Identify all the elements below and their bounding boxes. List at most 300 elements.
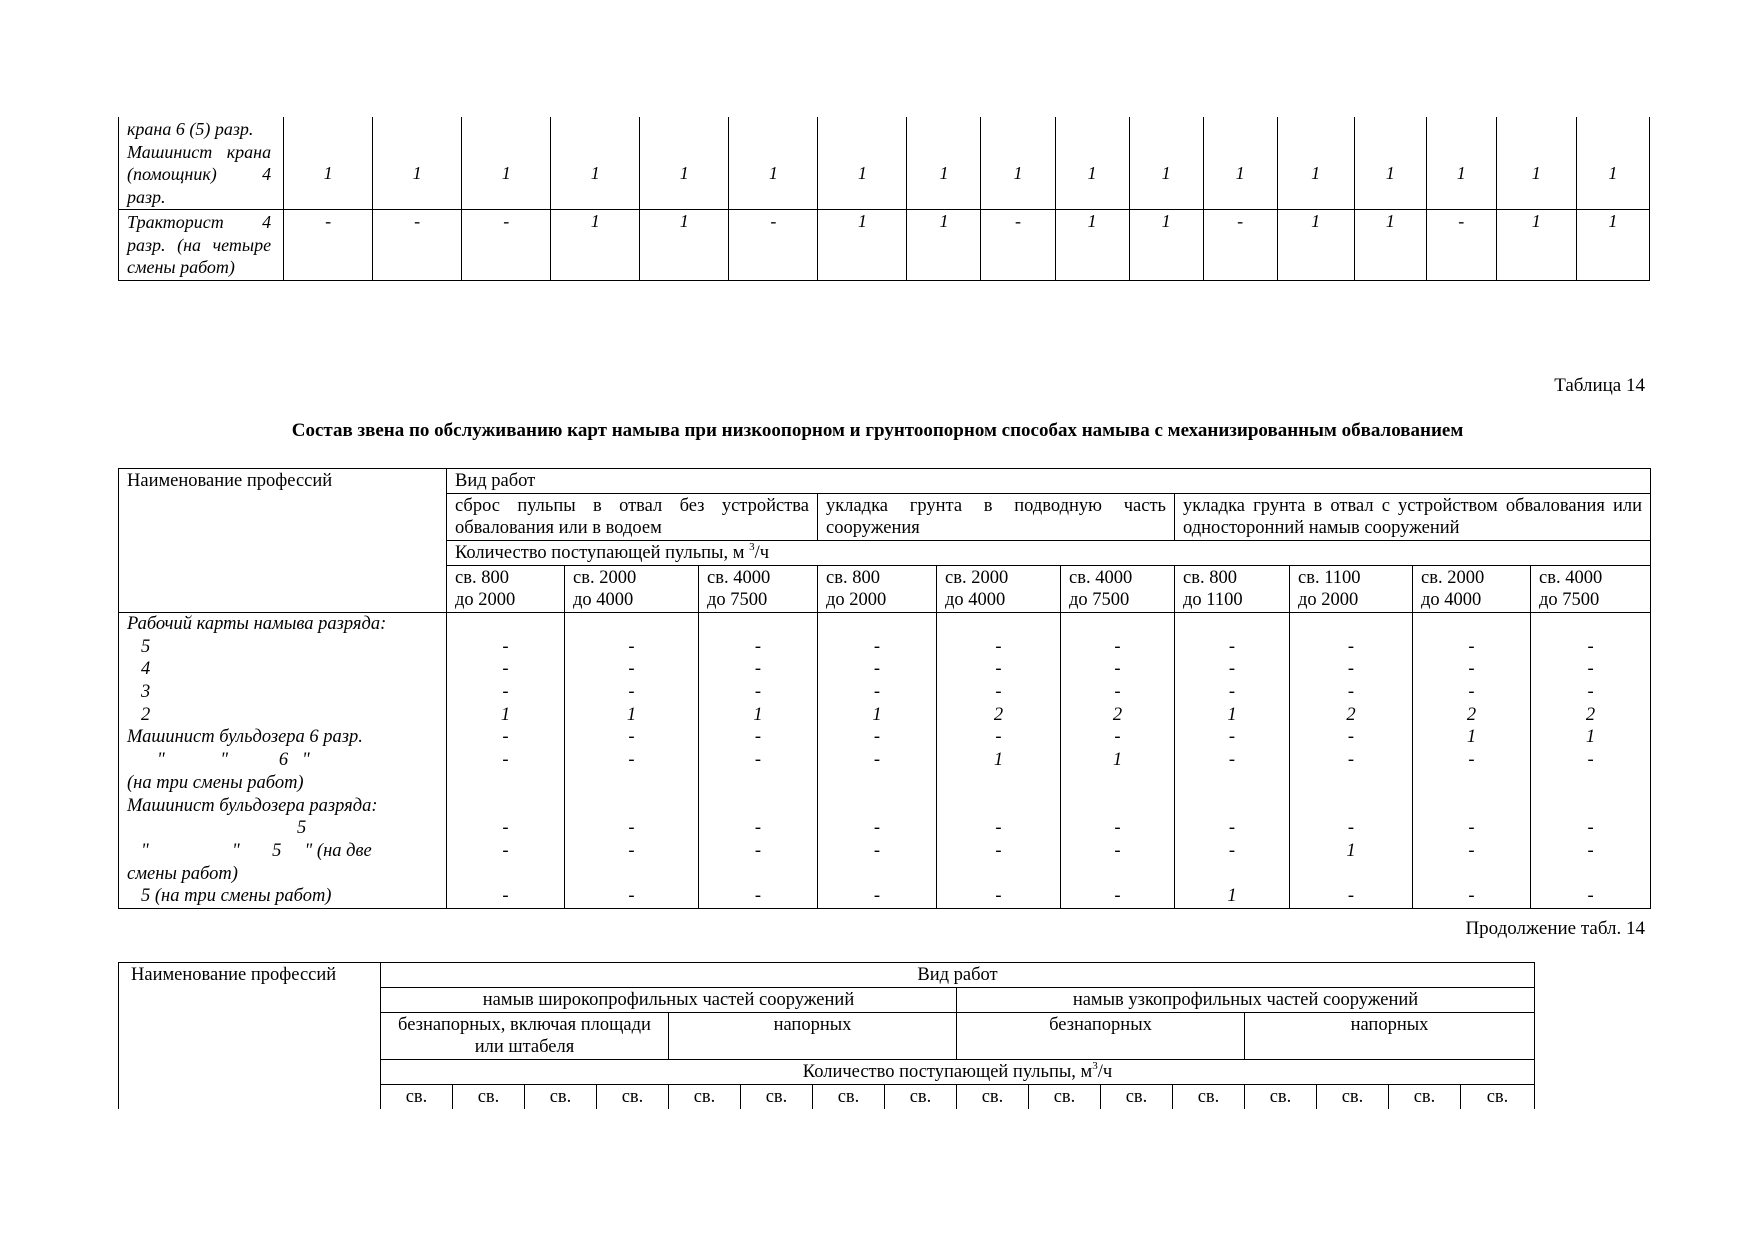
range-header: св.	[813, 1085, 885, 1110]
cell-value: -	[628, 750, 635, 771]
range-to: до 2000	[826, 590, 887, 610]
cell-value	[447, 863, 564, 886]
profession-list	[119, 613, 447, 909]
cell-value: 1	[857, 163, 867, 183]
cell-value: -	[754, 818, 762, 839]
cell-value: -	[502, 682, 509, 703]
pulp-label: Количество поступающей пульпы, м	[455, 543, 745, 563]
cell-value: -	[1468, 682, 1475, 703]
row-label: Рабочий карты намыва разряда:	[127, 614, 387, 634]
cell-value: 1	[590, 211, 600, 231]
cell-value: -	[873, 636, 881, 657]
range-to: до 1100	[1183, 590, 1243, 610]
range-header	[1175, 566, 1290, 613]
cell-text: крана 6 (5) разр.	[127, 119, 254, 139]
group-header: намыв узкопрофильных частей сооружений	[957, 988, 1535, 1013]
value-cell	[1277, 117, 1354, 210]
value-cell	[1576, 210, 1649, 281]
cell-value	[1290, 772, 1412, 795]
cell-value: -	[628, 886, 635, 907]
cell-value	[937, 613, 1060, 636]
cell-value: 1	[626, 704, 637, 725]
row-label: 3	[141, 682, 151, 703]
cell-value: -	[1347, 682, 1355, 703]
cell-value: 1	[1346, 840, 1356, 861]
cell-value	[1061, 772, 1174, 795]
cell-value: -	[754, 750, 762, 771]
cell-value: -	[1587, 886, 1594, 907]
range-header: св.	[1173, 1085, 1245, 1110]
cell-value: -	[995, 727, 1002, 748]
cell-value: -	[628, 727, 635, 748]
cell-value: 1	[590, 163, 600, 183]
value-cell	[1129, 117, 1203, 210]
cell-value: 1	[872, 704, 882, 725]
cell-value: -	[1228, 818, 1236, 839]
cell-text: Машинист крана (помощник) 4 разр.	[127, 141, 272, 207]
cell-value	[565, 772, 698, 795]
value-column	[699, 613, 818, 909]
range-to: до 7500	[1539, 590, 1600, 610]
cell-value: -	[1587, 840, 1594, 861]
cell-value: -	[1114, 818, 1121, 839]
table-row	[119, 117, 1650, 210]
cell-value: -	[1114, 840, 1121, 861]
header-work: Вид работ	[447, 469, 1651, 494]
cell-value: -	[1468, 636, 1475, 657]
value-column	[1413, 613, 1531, 909]
cell-value: -	[628, 682, 635, 703]
range-header: св.	[381, 1085, 453, 1110]
value-cell	[1496, 210, 1576, 281]
cell-value	[1061, 795, 1174, 818]
range-header: св.	[525, 1085, 597, 1110]
cell-value: -	[1468, 818, 1475, 839]
cell-value: -	[1468, 886, 1475, 907]
row-label: 5	[141, 636, 151, 657]
cell-value	[699, 863, 817, 886]
cell-value	[1413, 772, 1530, 795]
value-cell	[1055, 210, 1129, 281]
cell-value	[1531, 795, 1650, 818]
cell-value: -	[1114, 727, 1121, 748]
value-cell	[1354, 210, 1426, 281]
cell-value: 1	[1466, 727, 1477, 748]
cell-value: 1	[993, 750, 1004, 771]
cell-value: -	[1347, 818, 1355, 839]
range-to: до 2000	[1298, 590, 1359, 610]
cell-value	[565, 613, 698, 636]
value-column	[1531, 613, 1651, 909]
cell-value: -	[754, 886, 762, 907]
value-cell	[1055, 117, 1129, 210]
cell-value: -	[995, 682, 1002, 703]
cell-value: -	[502, 818, 509, 839]
value-cell	[1496, 117, 1576, 210]
cell-value: -	[1237, 211, 1244, 231]
cell-value: -	[873, 818, 881, 839]
value-cell	[981, 117, 1055, 210]
cell-value: -	[502, 840, 509, 861]
range-from: св. 2000	[945, 568, 1009, 588]
pulp-label: Количество поступающей пульпы, м	[802, 1062, 1093, 1082]
cell-value: -	[502, 659, 509, 680]
group-header: укладка грунта в отвал с устройством обвалования или односторонний намыв сооружений	[1175, 494, 1651, 541]
cell-value: -	[1228, 750, 1236, 771]
cell-value	[1531, 863, 1650, 886]
cell-value	[699, 795, 817, 818]
range-header: св.	[1101, 1085, 1173, 1110]
range-header	[1413, 566, 1531, 613]
value-cell	[640, 210, 729, 281]
range-from: св. 800	[1183, 568, 1237, 588]
cell-value: 1	[1227, 886, 1237, 907]
cell-value: -	[1347, 750, 1355, 771]
pulp-sup: 3	[749, 541, 755, 553]
row-label: (на три смены работ)	[127, 772, 304, 793]
value-cell	[1576, 117, 1649, 210]
cell-value: -	[1228, 727, 1236, 748]
cell-value: -	[1228, 659, 1236, 680]
range-header	[1061, 566, 1175, 613]
cell-value: -	[1468, 659, 1475, 680]
cell-value: 1	[939, 211, 949, 231]
cell-value: 1	[1013, 163, 1023, 183]
range-header	[937, 566, 1061, 613]
cell-value: 1	[1385, 163, 1395, 183]
cell-value: -	[628, 636, 635, 657]
cell-value	[1413, 795, 1530, 818]
cell-value: 1	[412, 163, 422, 183]
cell-value: 1	[1087, 211, 1097, 231]
cell-value: 2	[1112, 704, 1123, 725]
cell-value: -	[873, 886, 881, 907]
table-row	[119, 210, 1650, 281]
cell-value	[1531, 772, 1650, 795]
value-cell	[462, 117, 551, 210]
cell-value: 1	[679, 211, 689, 231]
value-column	[1175, 613, 1290, 909]
value-cell	[1277, 210, 1354, 281]
value-cell	[1426, 210, 1496, 281]
header-row	[119, 963, 1535, 988]
cell-value: 1	[1227, 704, 1237, 725]
cell-value: -	[502, 636, 509, 657]
cell-value: 1	[1235, 163, 1245, 183]
range-header	[1531, 566, 1651, 613]
range-from: св. 4000	[1069, 568, 1133, 588]
value-cell	[373, 210, 462, 281]
range-from: св. 4000	[1539, 568, 1603, 588]
cell-value: -	[995, 659, 1002, 680]
cell-value: -	[1468, 750, 1475, 771]
range-header: св.	[885, 1085, 957, 1110]
value-cell	[1203, 210, 1277, 281]
row-label: 5 (на три смены работ)	[141, 886, 332, 907]
cell-value	[565, 863, 698, 886]
cell-value: -	[502, 727, 509, 748]
range-header	[818, 566, 937, 613]
cell-value	[1531, 613, 1650, 636]
cell-value	[818, 613, 936, 636]
subgroup-header: напорных	[1245, 1013, 1535, 1060]
cell-value: 1	[1585, 727, 1596, 748]
value-cell	[729, 210, 818, 281]
cell-value: 1	[500, 704, 511, 725]
row-label: " " 5 " (на две	[141, 840, 372, 861]
cell-value	[565, 795, 698, 818]
range-header: св.	[1389, 1085, 1461, 1110]
cell-value: 1	[1311, 211, 1321, 231]
header-profession: Наименование профессий	[119, 963, 381, 1110]
cell-value: 2	[1466, 704, 1477, 725]
cell-value	[1061, 613, 1174, 636]
value-cell	[729, 117, 818, 210]
group-header: сброс пульпы в отвал без устройства обвалования или в водоем	[447, 494, 818, 541]
cell-value: -	[1587, 818, 1594, 839]
cell-value: 1	[1531, 163, 1541, 183]
cell-value: 1	[1608, 163, 1618, 183]
range-header: св.	[453, 1085, 525, 1110]
cell-value: -	[873, 840, 881, 861]
row-label: " " 6 "	[157, 750, 310, 771]
continuation-caption: Продолжение табл. 14	[1465, 918, 1645, 939]
range-header: св.	[1029, 1085, 1101, 1110]
row-label: 5	[297, 818, 307, 839]
cell-value	[447, 613, 564, 636]
cell-value: -	[1114, 886, 1121, 907]
cell-value: -	[502, 750, 509, 771]
cell-value	[1061, 863, 1174, 886]
value-column	[937, 613, 1061, 909]
range-to: до 4000	[945, 590, 1006, 610]
cell-value: -	[754, 636, 762, 657]
cell-value: 1	[1456, 163, 1466, 183]
cell-value: -	[628, 818, 635, 839]
cell-value: -	[754, 682, 762, 703]
value-cell	[818, 117, 907, 210]
value-cell	[1203, 117, 1277, 210]
cell-value: -	[1587, 750, 1594, 771]
range-header: св.	[957, 1085, 1029, 1110]
cell-value	[937, 863, 1060, 886]
value-column	[1061, 613, 1175, 909]
value-cell	[284, 210, 373, 281]
range-header: св.	[741, 1085, 813, 1110]
cell-value: 2	[993, 704, 1004, 725]
range-to: до 7500	[707, 590, 768, 610]
cell-value: -	[873, 750, 881, 771]
range-to: до 4000	[573, 590, 634, 610]
group-header: намыв широкопрофильных частей сооружений	[381, 988, 957, 1013]
cell-value	[447, 795, 564, 818]
cell-value: -	[1587, 659, 1594, 680]
cell-value: -	[873, 659, 881, 680]
cell-value: -	[1587, 682, 1594, 703]
range-to: до 7500	[1069, 590, 1130, 610]
range-header: св.	[1245, 1085, 1317, 1110]
cell-value: 1	[1311, 163, 1321, 183]
cell-value: -	[1347, 886, 1355, 907]
range-header	[565, 566, 699, 613]
cell-value: 1	[1161, 211, 1171, 231]
cell-value	[447, 772, 564, 795]
cell-value: 1	[323, 163, 333, 183]
subgroup-header: напорных	[669, 1013, 957, 1060]
cell-value: -	[1587, 636, 1594, 657]
value-cell	[1426, 117, 1496, 210]
cell-value: -	[1458, 211, 1465, 231]
top-continuation-table	[118, 117, 1650, 281]
table-title: Состав звена по обслуживанию карт намыва при низкоопорном и грунтоопорном способах намыва с механизированным обвалованием	[291, 420, 1464, 441]
subgroup-header: безнапорных, включая площади или штабеля	[381, 1013, 669, 1060]
range-from: св. 800	[455, 568, 509, 588]
cell-value: -	[1228, 636, 1236, 657]
cell-value: -	[1468, 840, 1475, 861]
cell-value	[1175, 863, 1289, 886]
cell-value: -	[873, 682, 881, 703]
row-label: смены работ)	[127, 863, 238, 884]
range-from: св. 800	[826, 568, 880, 588]
cell-value	[937, 772, 1060, 795]
cell-value: -	[628, 840, 635, 861]
value-cell	[1129, 210, 1203, 281]
cell-value: 1	[1087, 163, 1097, 183]
cell-value: 1	[857, 211, 867, 231]
cell-value	[937, 795, 1060, 818]
cell-value: -	[1114, 636, 1121, 657]
pulp-header	[381, 1060, 1535, 1085]
range-header	[447, 566, 565, 613]
cell-value: 1	[501, 163, 511, 183]
cell-value: -	[754, 727, 762, 748]
range-from: св. 2000	[1421, 568, 1485, 588]
range-to: до 2000	[455, 590, 516, 610]
cell-value: -	[995, 840, 1002, 861]
cell-value	[818, 772, 936, 795]
cell-value	[1175, 772, 1289, 795]
cell-value: 1	[1161, 163, 1171, 183]
cell-value: -	[1347, 727, 1355, 748]
value-cell	[373, 117, 462, 210]
pulp-sup: 3	[1092, 1060, 1098, 1072]
cell-value: 2	[1346, 704, 1356, 725]
cell-value	[1290, 795, 1412, 818]
table-row	[119, 613, 1651, 909]
cell-value: -	[502, 886, 509, 907]
cell-value: -	[1228, 840, 1236, 861]
value-cell	[551, 210, 640, 281]
value-column	[1290, 613, 1413, 909]
header-work: Вид работ	[381, 963, 1535, 988]
row-label	[119, 117, 284, 210]
cell-value: 1	[1531, 211, 1541, 231]
range-header: св.	[669, 1085, 741, 1110]
header-row	[119, 469, 1651, 494]
value-cell	[981, 210, 1055, 281]
table-14	[118, 468, 1651, 909]
range-from: св. 4000	[707, 568, 771, 588]
pulp-unit: /ч	[754, 543, 770, 563]
cell-value	[1290, 863, 1412, 886]
cell-value: -	[1347, 659, 1355, 680]
value-cell	[640, 117, 729, 210]
cell-value: -	[1114, 682, 1121, 703]
cell-value	[699, 613, 817, 636]
cell-value	[818, 795, 936, 818]
range-header: св.	[1317, 1085, 1389, 1110]
value-cell	[551, 117, 640, 210]
cell-text: Тракторист 4 разр. (на четыре смены работ)	[127, 212, 272, 277]
range-header	[1290, 566, 1413, 613]
subgroup-header: безнапорных	[957, 1013, 1245, 1060]
range-header: св.	[1461, 1085, 1535, 1110]
table-number: Таблица 14	[1554, 375, 1645, 396]
value-column	[565, 613, 699, 909]
value-cell	[818, 210, 907, 281]
row-label: Машинист бульдозера 6 разр.	[127, 727, 363, 748]
row-label: Машинист бульдозера разряда:	[127, 795, 378, 816]
header-profession: Наименование профессий	[119, 469, 447, 613]
cell-value: -	[754, 659, 762, 680]
cell-value: -	[770, 211, 777, 231]
cell-value	[1413, 613, 1530, 636]
row-label	[119, 210, 284, 281]
row-label: 4	[141, 659, 151, 680]
cell-value: -	[995, 818, 1002, 839]
range-from: св. 2000	[573, 568, 637, 588]
cell-value	[1413, 863, 1530, 886]
cell-value	[818, 863, 936, 886]
range-header: св.	[597, 1085, 669, 1110]
value-column	[447, 613, 565, 909]
table-14-continued	[118, 962, 1535, 1109]
cell-value: -	[1114, 659, 1121, 680]
cell-value: 1	[768, 163, 778, 183]
group-header: укладка грунта в подводную часть сооружения	[818, 494, 1175, 541]
value-cell	[284, 117, 373, 210]
value-cell	[1354, 117, 1426, 210]
cell-value: 1	[753, 704, 763, 725]
range-header	[699, 566, 818, 613]
cell-value	[1175, 613, 1289, 636]
value-column	[818, 613, 937, 909]
cell-value	[699, 772, 817, 795]
cell-value: -	[1347, 636, 1355, 657]
cell-value: 2	[1585, 704, 1596, 725]
cell-value: -	[414, 211, 421, 231]
cell-value: 1	[939, 163, 949, 183]
cell-value: -	[1228, 682, 1236, 703]
cell-value: -	[325, 211, 332, 231]
range-from: св. 1100	[1298, 568, 1361, 588]
value-cell	[907, 210, 981, 281]
cell-value: -	[628, 659, 635, 680]
cell-value: 1	[1608, 211, 1618, 231]
cell-value: -	[754, 840, 762, 861]
cell-value: -	[995, 886, 1002, 907]
cell-value: 1	[1112, 750, 1123, 771]
pulp-unit: /ч	[1097, 1062, 1113, 1082]
cell-value: -	[873, 727, 881, 748]
cell-value: 1	[1385, 211, 1395, 231]
cell-value	[1290, 613, 1412, 636]
row-label: 2	[141, 704, 151, 725]
value-cell	[907, 117, 981, 210]
pulp-header	[447, 541, 1651, 566]
cell-value: 1	[679, 163, 689, 183]
cell-value	[1175, 795, 1289, 818]
